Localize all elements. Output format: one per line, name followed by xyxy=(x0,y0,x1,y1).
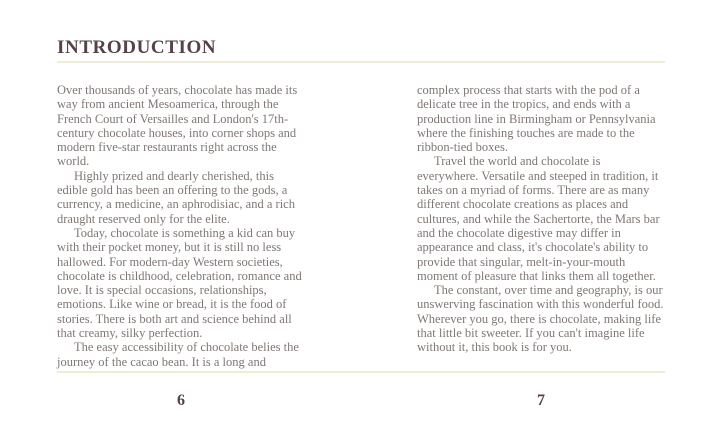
paragraph: complex process that starts with the pod of a delicate tree in the tropics, and ends with a production line in Birmingham or Pennsylvania where the finishing touches are made to the ribbon-tied boxes. xyxy=(417,83,656,155)
paragraph: Highly prized and dearly cherished, this edible gold has been an offering to the gods, a currency, a medicine, an aphrodisiac, and a rich draught reserved only for the elite. xyxy=(57,168,295,226)
page-number-right: 7 xyxy=(537,392,545,409)
page-title: INTRODUCTION xyxy=(57,37,217,58)
paragraph: The easy accessibility of chocolate belies the journey of the cacao bean. It is a long and xyxy=(57,340,299,369)
paragraph: Over thousands of years, chocolate has made its way from ancient Mesoamerica, through the French Court of Versailles and London's 17th-century chocolate houses, into corner shops and modern five-star restaurants right across the world. xyxy=(57,83,298,169)
page-numbers xyxy=(57,392,665,410)
heading-divider xyxy=(57,61,665,63)
page-body xyxy=(57,83,665,369)
footer-divider xyxy=(57,371,665,373)
paragraph: Travel the world and chocolate is everywhere. Versatile and steeped in tradition, it takes on a myriad of forms. There are as many different chocolate creations as places and cultures, and while the Sachertorte, the Mars bar and the chocolate digestive may differ in appearance and class, it's chocolate's ability to provide that singular, melt-in-your-mouth moment of pleasure that links them all together. xyxy=(417,154,660,283)
paragraph: The constant, over time and geography, is our unswerving fascination with this wonderful food. Wherever you go, there is chocolate, making life that little bit sweeter. If you can't imagine life without it, this book is for you. xyxy=(417,283,664,355)
paragraph: Today, chocolate is something a kid can buy with their pocket money, but it is still no less hallowed. For modern-day Western societies, chocolate is childhood, celebration, romance and love. It is special occasions, relationships, emotions. Like wine or bread, it is the food of stories. There is both art and science behind all that creamy, silky perfection. xyxy=(57,225,302,341)
left-page-text xyxy=(57,83,305,369)
page-number-left: 6 xyxy=(177,392,185,409)
right-page-text xyxy=(417,83,665,369)
